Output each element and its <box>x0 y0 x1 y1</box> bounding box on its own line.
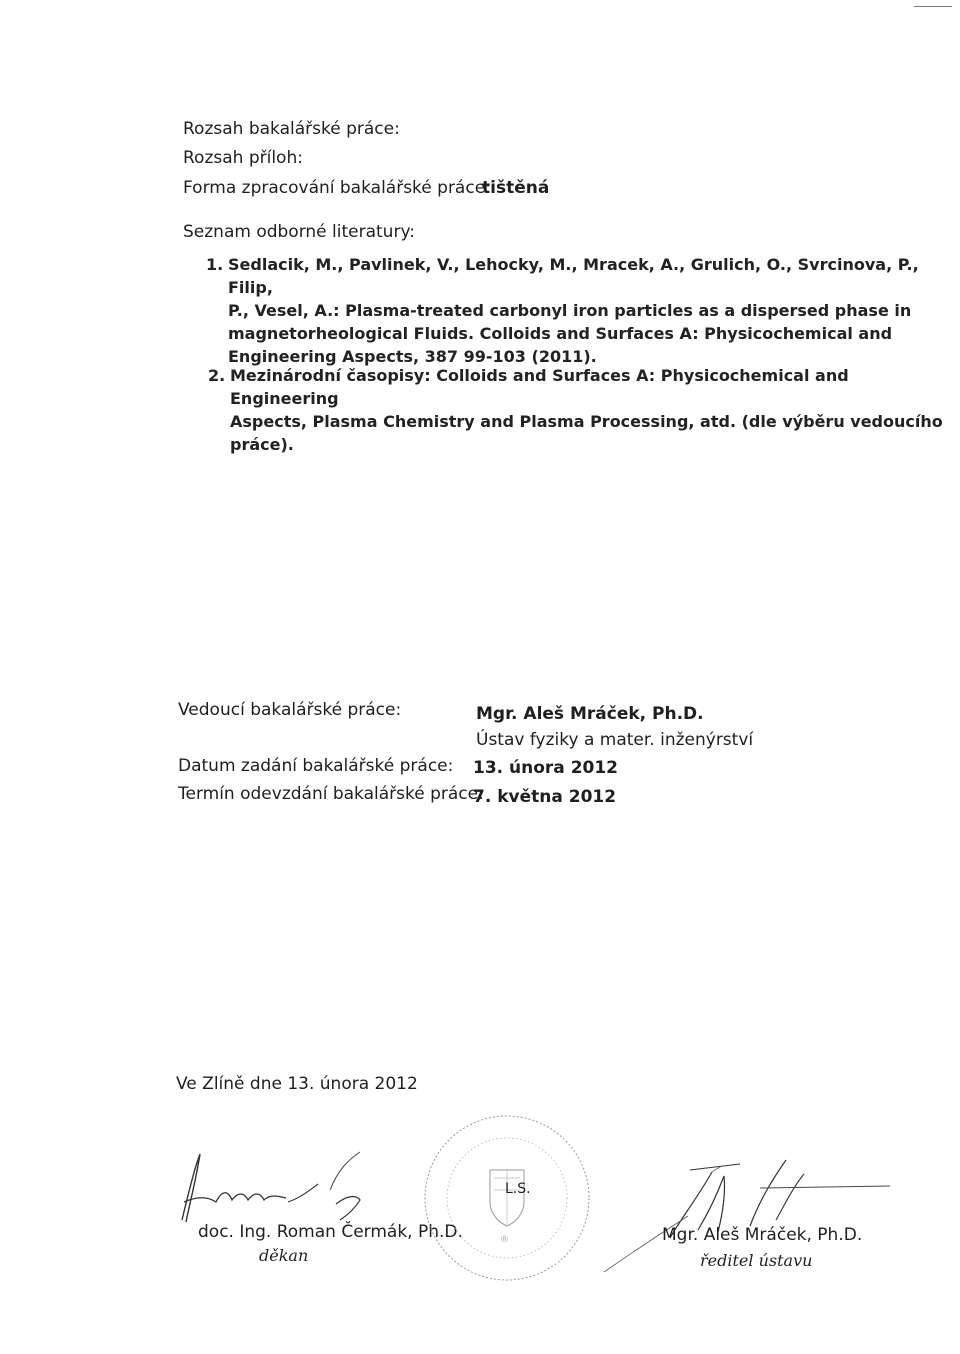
reference-1-line2: P., Vesel, A.: Plasma-treated carbonyl iron particles as a dispersed phase in <box>228 301 912 320</box>
zadani-label: Datum zadání bakalářské práce: <box>178 756 454 776</box>
supervisor-institute: Ústav fyziky a mater. inženýrství <box>476 730 754 750</box>
svg-text:®: ® <box>500 1235 509 1245</box>
reference-2-number: 2. <box>208 366 226 385</box>
reference-1-number: 1. <box>206 255 224 274</box>
scan-corner-mark <box>914 6 952 7</box>
stamp-center-text: L.S. <box>505 1181 531 1197</box>
director-name: Mgr. Aleš Mráček, Ph.D. <box>662 1225 863 1245</box>
dean-role: děkan <box>259 1246 309 1265</box>
forma-label: Forma zpracování bakalářské práce: <box>183 178 491 198</box>
supervisor-name: Mgr. Aleš Mráček, Ph.D. <box>476 704 704 724</box>
reference-1-line4: Engineering Aspects, 387 99-103 (2011). <box>228 347 597 366</box>
zadani-value: 13. února 2012 <box>473 758 619 778</box>
reference-1-line1: Sedlacik, M., Pavlinek, V., Lehocky, M., Mracek, A., Grulich, O., Svrcinova, P., Filip, <box>228 255 919 297</box>
place-date: Ve Zlíně dne 13. února 2012 <box>176 1074 418 1094</box>
reference-1 <box>206 253 960 368</box>
reference-2-line1: Mezinárodní časopisy: Colloids and Surfaces A: Physicochemical and Engineering <box>230 366 849 408</box>
dean-signature <box>170 1140 410 1230</box>
odevzdani-value: 7. května 2012 <box>473 787 617 807</box>
reference-2-line3: práce). <box>230 435 294 454</box>
forma-value: tištěná <box>482 178 550 198</box>
director-role: ředitel ústavu <box>700 1251 813 1270</box>
odevzdani-label: Termín odevzdání bakalářské práce: <box>178 784 484 804</box>
prilohy-label: Rozsah příloh: <box>183 148 303 168</box>
reference-1-line3: magnetorheological Fluids. Colloids and Surfaces A: Physicochemical and <box>228 324 893 343</box>
literatura-label: Seznam odborné literatury: <box>183 222 415 242</box>
supervisor-label: Vedoucí bakalářské práce: <box>178 700 402 720</box>
dean-name: doc. Ing. Roman Čermák, Ph.D. <box>198 1222 463 1242</box>
reference-2 <box>208 364 960 456</box>
reference-2-line2: Aspects, Plasma Chemistry and Plasma Processing, atd. (dle výběru vedoucího <box>230 412 943 431</box>
rozsah-label: Rozsah bakalářské práce: <box>183 119 400 139</box>
